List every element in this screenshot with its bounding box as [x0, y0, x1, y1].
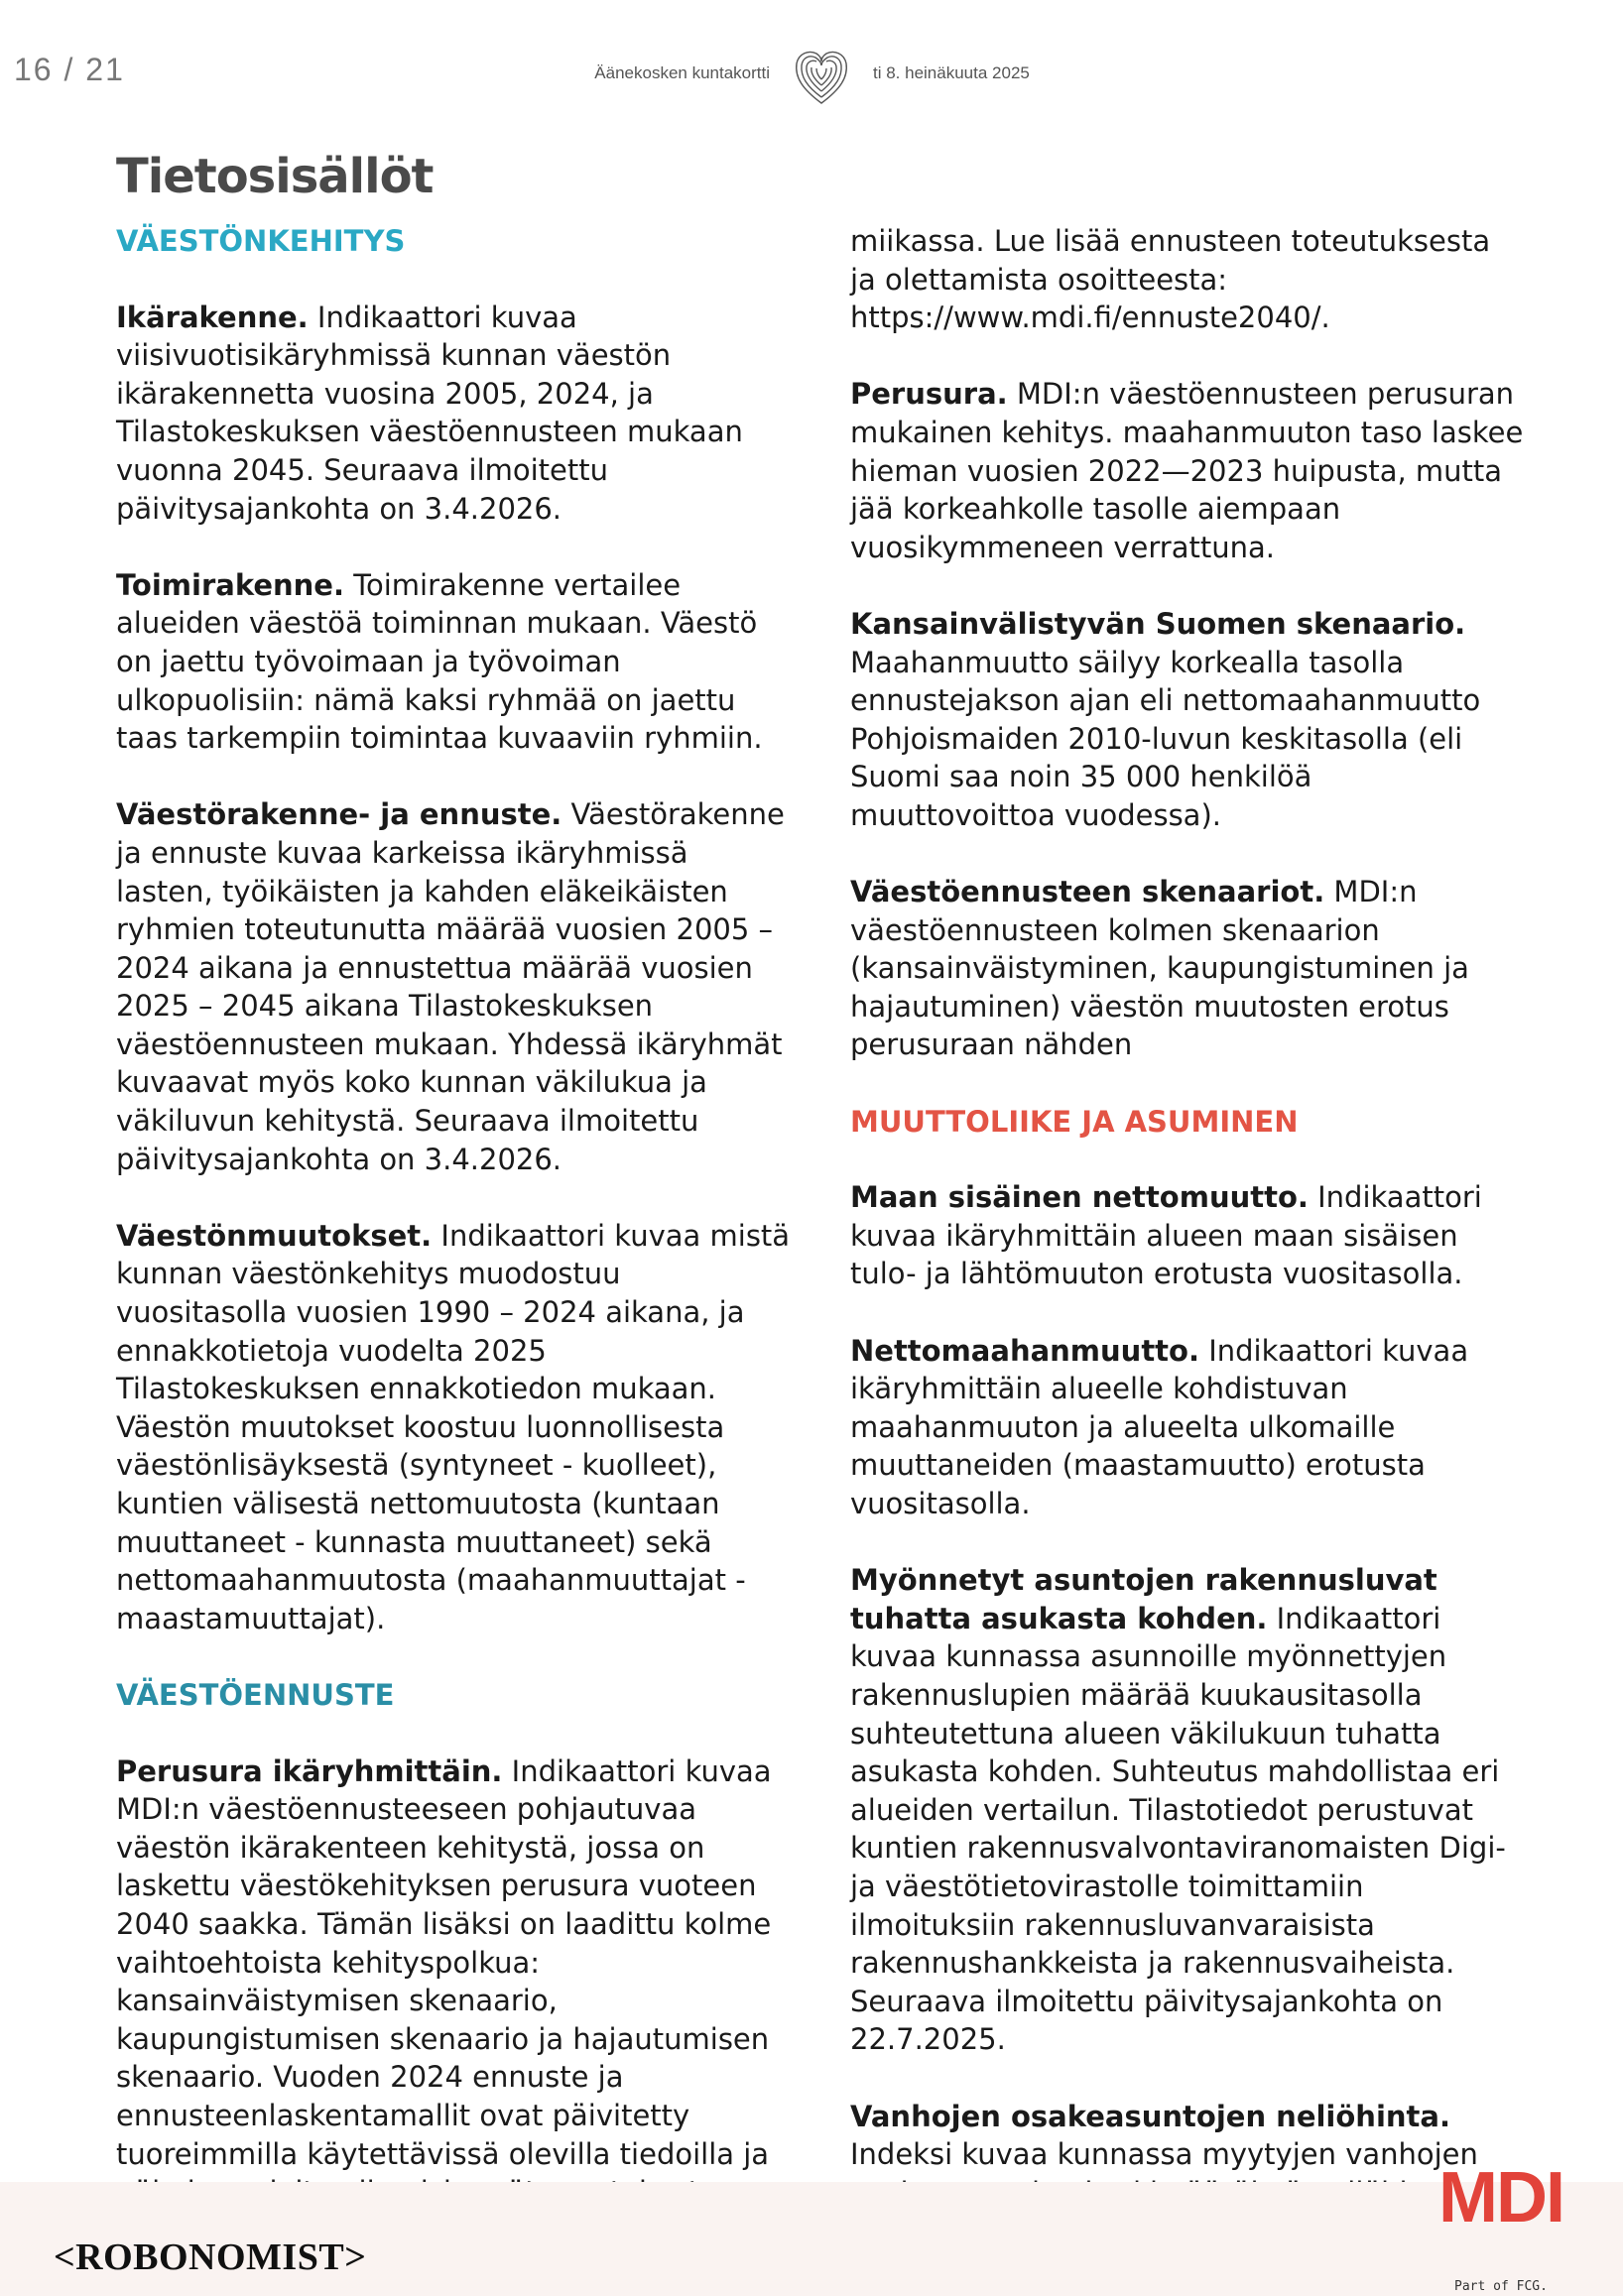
paragraph-body: Indikaattori kuvaa ikäryhmittäin alueen maan sisäisen tulo- ja lähtömuuton erotusta vuositasolla.: [850, 1180, 1482, 1291]
paragraph-body: Indikaattori kuvaa mistä kunnan väestönkehitys muodostuu vuositasolla vuosien 1990 – 2024 aikana, ja ennakkotietoja vuodelta 2025 Tilastokeskuksen ennakkotiedon mukaan. Väestön muutokset koostuu luonnollisesta väestönlisäyksestä (syntyneet - kuolleet), kuntien välisestä nettomuutosta (kuntaan muuttaneet - kunnasta muuttaneet) sekä nettomaahanmuutosta (maahanmuuttajat - maastamuuttajat).: [116, 1218, 791, 1635]
paragraph-body: MDI:n väestöennusteen perusuran mukainen kehitys. maahanmuuton taso laskee hieman vuosien 2022—2023 huipusta, mutta jää korkeahkolle tasolle aiempaan vuosikymmeneen verrattuna.: [850, 377, 1524, 564]
paragraph-continuation: miikassa. Lue lisää ennusteen toteutuksesta ja olettamista osoitteesta: https://www.mdi.fi/ennuste2040/.: [850, 224, 1491, 335]
paragraph-nettomuutto: [850, 1178, 1525, 1293]
document-date: ti 8. heinäkuuta 2025: [873, 63, 1030, 82]
paragraph-lead: Väestörakenne- ja ennuste.: [116, 797, 562, 832]
paragraph-toimirakenne: [116, 566, 791, 758]
paragraph-body: Toimirakenne vertailee alueiden väestöä toiminnan mukaan. Väestö on jaettu työvoimaan ja työvoiman ulkopuolisiin: nämä kaksi ryhmää on jaettu taas tarkempiin toimintaa kuvaaviin ryhmiin.: [116, 567, 763, 756]
paragraph-skenaariot: [850, 873, 1525, 1064]
section-heading-vaestonkehitys: VÄESTÖNKEHITYS: [116, 224, 406, 258]
paragraph-lead: Toimirakenne.: [116, 567, 344, 602]
page-header: [0, 0, 1623, 144]
paragraph-lead: Vanhojen osakeasuntojen neliöhinta.: [850, 2099, 1450, 2133]
paragraph-body: Indikaattori kuvaa viisivuotisikäryhmissä kunnan väestön ikärakennetta vuosina 2005, 2024, ja Tilastokeskuksen väestöennusteen mukaan vuonna 2045. Seuraava ilmoitettu päivitysajankohta on 3.4.2026.: [116, 300, 743, 526]
robonomist-logo: <ROBONOMIST>: [54, 2236, 367, 2278]
paragraph-body: Maahanmuutto säilyy korkealla tasolla ennustejakson ajan eli nettomaahanmuutto Pohjoismaiden 2010-luvun keskitasolla (eli Suomi saa noin 35 000 henkilöä muuttovoittoa vuodessa).: [850, 645, 1481, 832]
paragraph-perusura: [850, 375, 1525, 566]
paragraph-body: MDI:n väestöennusteen kolmen skenaarion (kansainväistyminen, kaupungistuminen ja hajautuminen) väestön muutosten erotus perusuraan nähden: [850, 875, 1469, 1062]
paragraph-lead: Maan sisäinen nettomuutto.: [850, 1180, 1309, 1215]
paragraph-lead: Kansainvälistyvän Suomen skenaario.: [850, 606, 1466, 641]
right-column: [850, 222, 1525, 2250]
mdi-logo: MDI: [1438, 2158, 1563, 2237]
paragraph-lead: Väestöennusteen skenaariot.: [850, 875, 1325, 909]
page-footer: [0, 2182, 1623, 2296]
paragraph-vaestonmuutokset: [116, 1217, 791, 1638]
paragraph-lead: Perusura ikäryhmittäin.: [116, 1753, 503, 1788]
paragraph-vaestorakenne: [116, 795, 791, 1178]
paragraph-lead: Väestönmuutokset.: [116, 1218, 433, 1253]
paragraph-lead: Myönnetyt asuntojen rakennusluvat tuhatta asukasta kohden.: [850, 1563, 1437, 1635]
paragraph-body: Indikaattori kuvaa ikäryhmittäin alueelle kohdistuvan maahanmuuton ja alueelta ulkomaille muuttaneiden (maastamuutto) erotusta vuositasolla.: [850, 1333, 1469, 1520]
paragraph-lead: Perusura.: [850, 377, 1008, 412]
paragraph-body: Väestörakenne ja ennuste kuvaa karkeissa ikäryhmissä lasten, työikäisten ja kahden eläkeikäisten ryhmien toteutunutta määrää vuosien 2005 – 2024 aikana ja ennustettua määrää vuosien 2025 – 2045 aikana Tilastokeskuksen väestöennusteen mukaan. Yhdessä ikäryhmät kuvaavat myös koko kunnan väkilukua ja väkiluvun kehitystä. Seuraava ilmoitettu päivitysajankohta on 3.4.2026.: [116, 797, 785, 1176]
paragraph-perusura-ikaryhmittain: [116, 1752, 791, 2250]
paragraph-rakennusluvat: [850, 1561, 1525, 2059]
paragraph-ikarakenne: [116, 299, 791, 529]
paragraph-body: Indikaattori kuvaa MDI:n väestöennusteeseen pohjautuvaa väestön ikärakenteen kehitystä, jossa on laskettu väestökehityksen perusura vuoteen 2040 saakka. Tämän lisäksi on laadittu kolme vaihtoehtoista kehityspolkua: kansainväistymisen skenaario, kaupungistumisen skenaario ja hajautumisen skenaario. Vuoden 2024 ennuste ja ennusteenlaskentamallit ovat päivitetty tuoreimmilla käytettävissä olevilla tiedoilla ja: [116, 1753, 772, 2171]
mdi-tagline: Part of FCG.: [1454, 2279, 1548, 2294]
paragraph-lead: Nettomaahanmuutto.: [850, 1333, 1199, 1368]
section-heading-muuttoliike: MUUTTOLIIKE JA ASUMINEN: [850, 1104, 1299, 1139]
page-title: Tietosisällöt: [116, 149, 434, 204]
paragraph-body: Indeksi kuvaa kunnassa myytyjen vanhojen: [850, 2137, 1478, 2172]
paragraph-body: Indikaattori kuvaa kunnassa asunnoille myönnettyjen rakennuslupien määrää kuukausitasolla suhteutettuna alueen väkilukuun tuhatta asukasta kohden. Suhteutus mahdollistaa eri alueiden vertailun. Tilastotiedot perustuvat kuntien rakennusvalvontaviranomaisten Digi- ja väestötietovirastolle toimittamiin ilmoituksiin rakennusluvanvaraisista rakennushankkeista ja rakennusvaiheista. Seuraava ilmoitettu päivitysajankohta on 22.7.2025.: [850, 1601, 1506, 2057]
paragraph-kansainvalistyva-skenaario: [850, 605, 1525, 835]
paragraph-nettomaahanmuutto: [850, 1332, 1525, 1523]
paragraph-lead: Ikärakenne.: [116, 300, 309, 334]
left-column: [116, 222, 791, 2288]
page-number: 16 / 21: [14, 52, 125, 87]
section-heading-vaestoennuste: VÄESTÖENNUSTE: [116, 1677, 395, 1712]
document-name: Äänekosken kuntakortti: [594, 63, 770, 82]
municipality-logo-icon: [791, 46, 852, 107]
